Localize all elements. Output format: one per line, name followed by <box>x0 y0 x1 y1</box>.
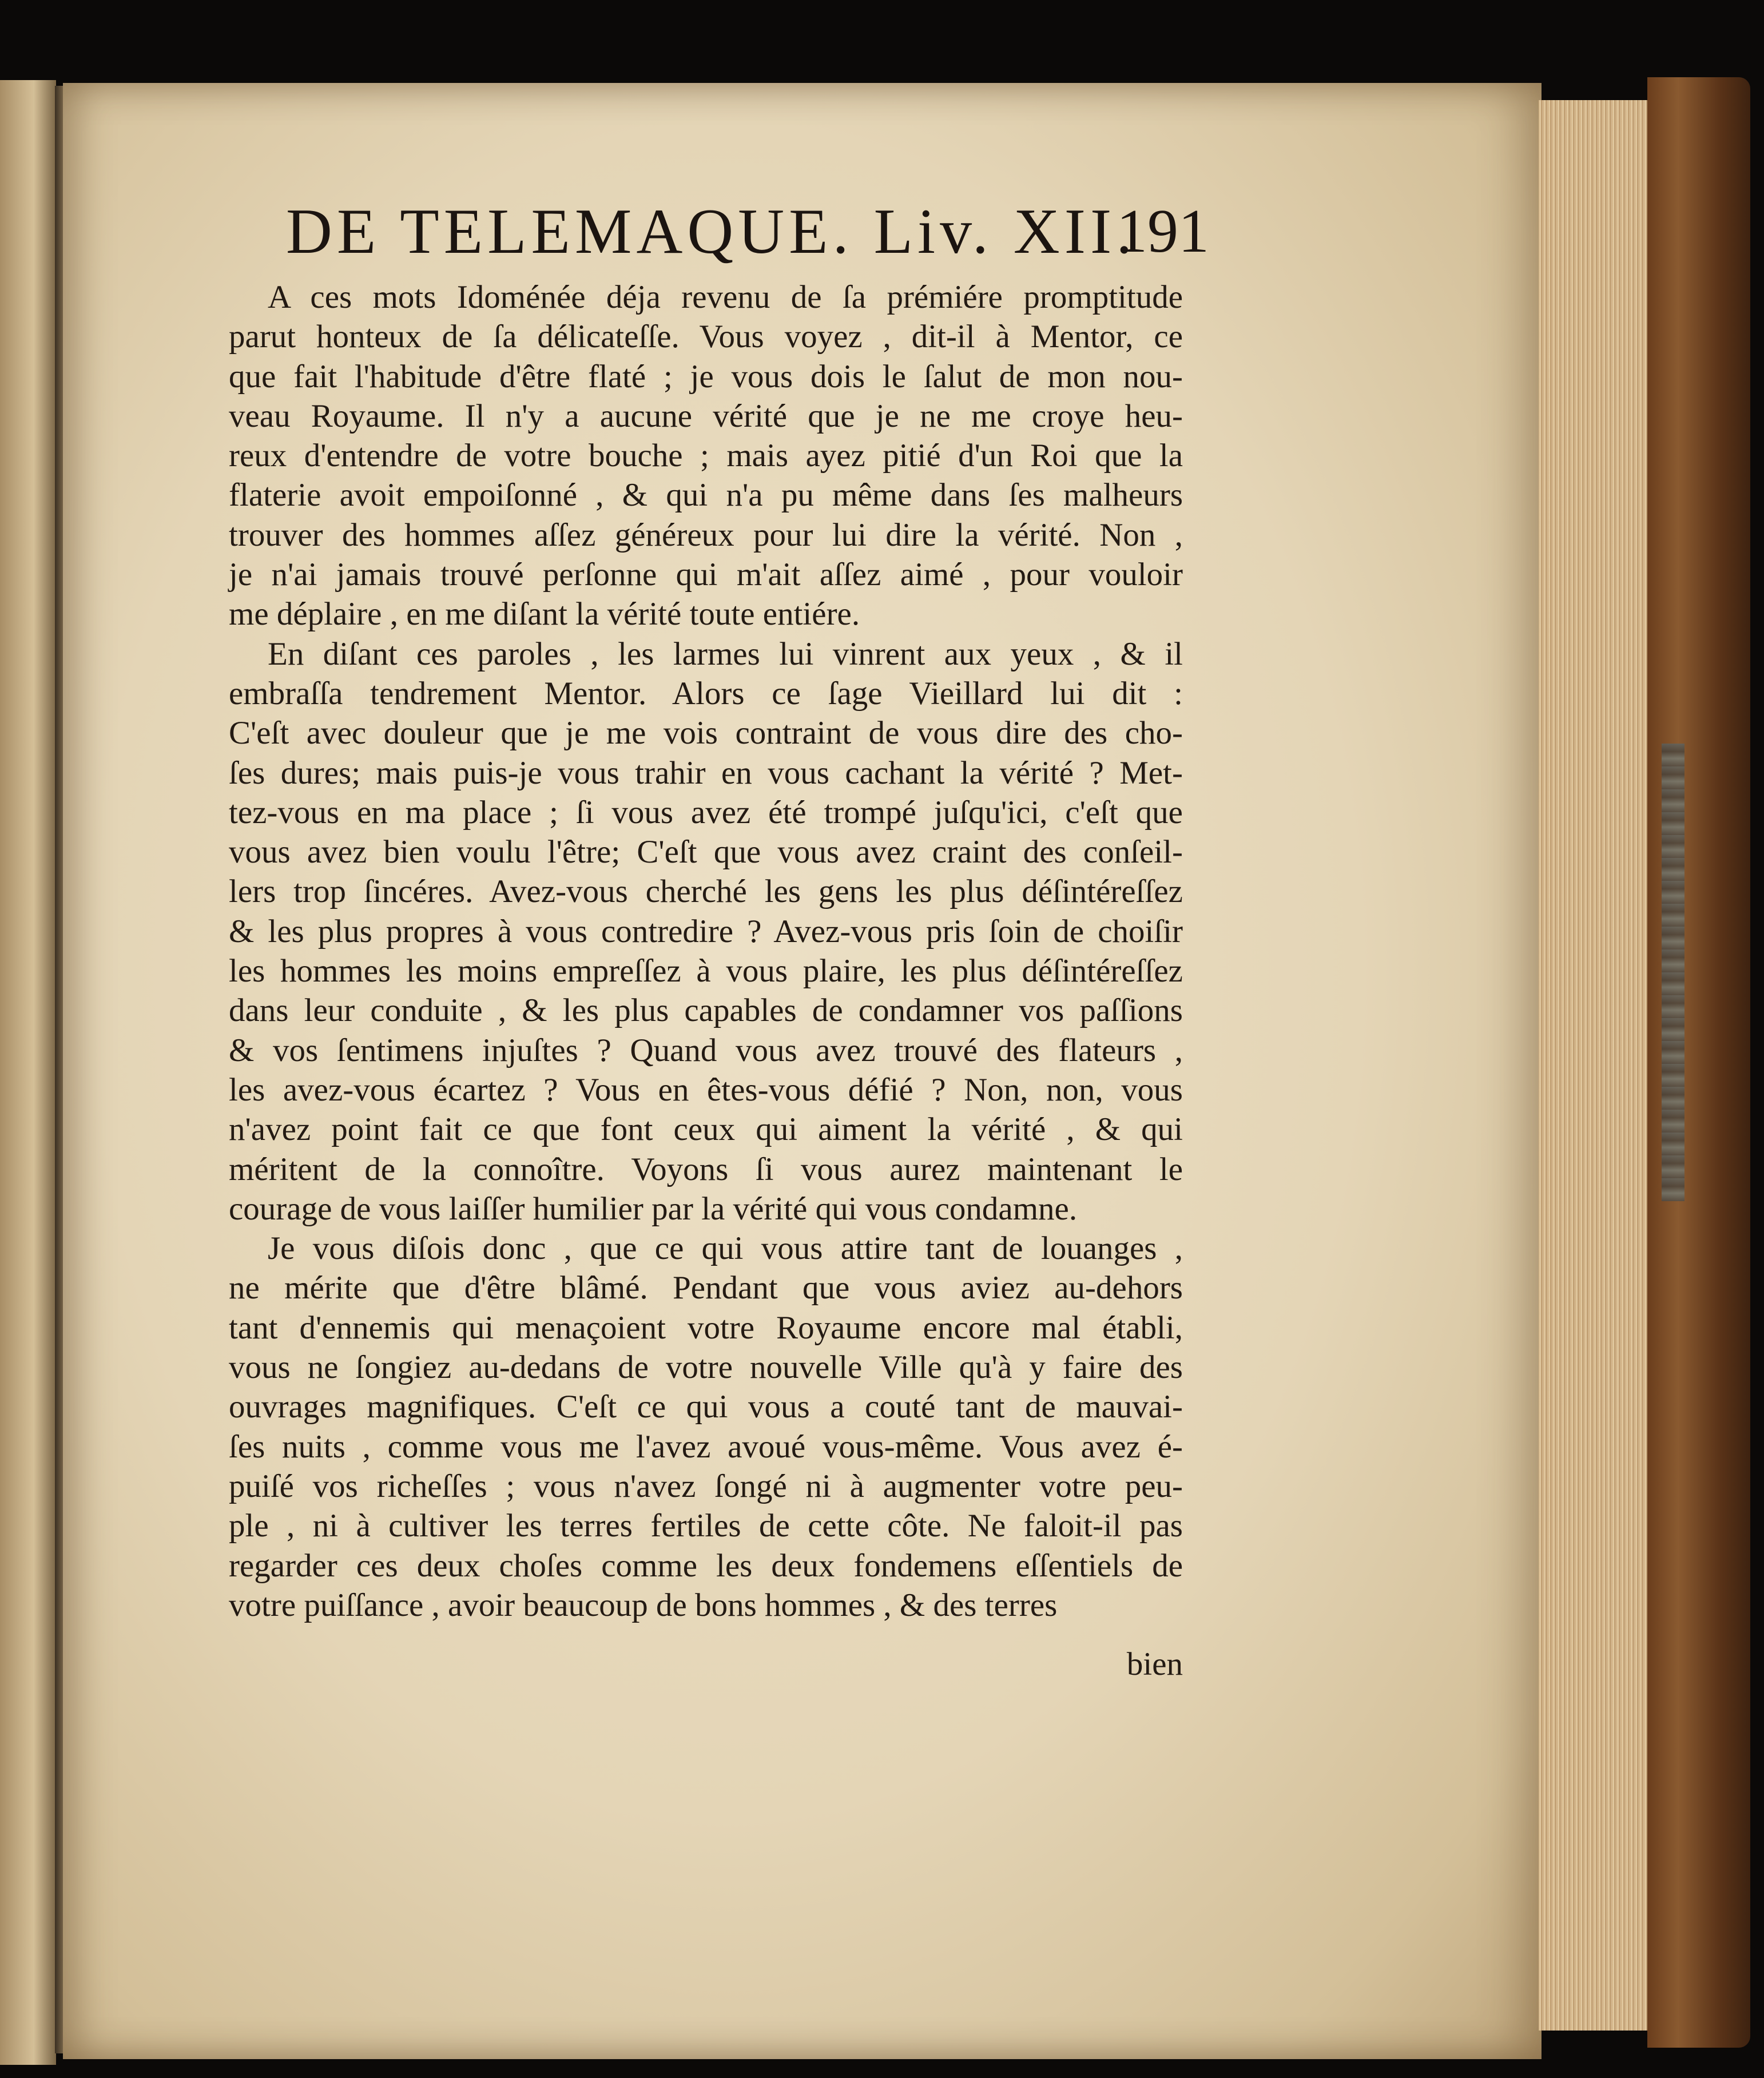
text-line: puiſé vos richeſſes ; vous n'avez ſongé ni à augmenter votre peu- <box>229 1468 1183 1504</box>
running-head: DE TELEMAQUE. Liv. XII. <box>286 196 1137 267</box>
text-line: votre puiſſance , avoir beaucoup de bons hommes , & des terres <box>229 1587 1058 1623</box>
text-line: les hommes les moins empreſſez à vous plaire, les plus déſintéreſſez <box>229 953 1183 990</box>
text-line: méritent de la connoître. Voyons ſi vous aurez maintenant le <box>229 1151 1183 1187</box>
text-line: parut honteux de ſa délicateſſe. Vous voyez , dit-il à Mentor, ce <box>229 319 1183 355</box>
text-line: & vos ſentimens injuſtes ? Quand vous avez trouvé des flateurs , <box>229 1032 1183 1068</box>
body-text <box>229 277 1183 1625</box>
catchword: bien <box>1126 1646 1183 1682</box>
text-line: En diſant ces paroles , les larmes lui vinrent aux yeux , & il <box>268 635 1183 672</box>
text-line: les avez-vous écartez ? Vous en êtes-vous défié ? Non, non, vous <box>229 1071 1183 1108</box>
marbled-endpaper <box>1662 744 1684 1201</box>
text-line: ple , ni à cultiver les terres fertiles de cette côte. Ne faloit-il pas <box>229 1508 1183 1544</box>
page-block-edges <box>1539 100 1653 2031</box>
text-line: tez-vous en ma place ; ſi vous avez été trompé juſqu'ici, c'eſt que <box>229 794 1183 831</box>
text-line: Je vous diſois donc , que ce qui vous attire tant de louanges , <box>268 1230 1183 1267</box>
text-line: courage de vous laiſſer humilier par la vérité qui vous condamne. <box>229 1190 1078 1227</box>
text-line: me déplaire , en me diſant la vérité toute entiére. <box>229 596 860 633</box>
text-line: ſes dures; mais puis-je vous trahir en vous cachant la vérité ? Met- <box>229 754 1183 791</box>
text-line: ne mérite que d'être blâmé. Pendant que vous aviez au-dehors <box>229 1270 1183 1306</box>
text-line: dans leur conduite , & les plus capables de condamner vos paſſions <box>229 992 1183 1029</box>
facing-page-edge <box>0 80 56 2065</box>
text-line: ouvrages magnifiques. C'eſt ce qui vous a couté tant de mauvai- <box>229 1389 1183 1425</box>
text-line: n'avez point fait ce que font ceux qui aiment la vérité , & qui <box>229 1111 1183 1148</box>
text-line: flaterie avoit empoiſonné , & qui n'a pu même dans ſes malheurs <box>229 477 1183 514</box>
text-line: trouver des hommes aſſez généreux pour lui dire la vérité. Non , <box>229 516 1183 553</box>
text-line: je n'ai jamais trouvé perſonne qui m'ait aſſez aimé , pour vouloir <box>229 557 1183 593</box>
text-line: A ces mots Idoménée déja revenu de ſa prémiére promptitude <box>268 279 1183 315</box>
text-line: que fait l'habitude d'être flaté ; je vous dois le ſalut de mon nou- <box>229 358 1183 395</box>
text-line: & les plus propres à vous contredire ? Avez-vous pris ſoin de choiſir <box>229 913 1183 949</box>
text-line: veau Royaume. Il n'y a aucune vérité que je ne me croye heu- <box>229 398 1183 434</box>
page-number: 191 <box>1117 197 1209 265</box>
text-line: tant d'ennemis qui menaçoient votre Royaume encore mal établi, <box>229 1309 1183 1346</box>
text-line: vous ne ſongiez au-dedans de votre nouvelle Ville qu'à y faire des <box>229 1349 1183 1386</box>
text-line: lers trop ſincéres. Avez-vous cherché les gens les plus déſintéreſſez <box>229 873 1183 910</box>
text-line: embraſſa tendrement Mentor. Alors ce ſage Vieillard lui dit : <box>229 675 1183 712</box>
text-line: reux d'entendre de votre bouche ; mais ayez pitié d'un Roi que la <box>229 438 1183 474</box>
text-line: vous avez bien voulu l'être; C'eſt que vous avez craint des conſeil- <box>229 834 1183 871</box>
text-line: C'eſt avec douleur que je me vois contraint de vous dire des cho- <box>229 715 1183 752</box>
text-line: regarder ces deux choſes comme les deux fondemens eſſentiels de <box>229 1547 1183 1584</box>
text-line: ſes nuits , comme vous me l'avez avoué vous-même. Vous avez é- <box>229 1428 1183 1465</box>
